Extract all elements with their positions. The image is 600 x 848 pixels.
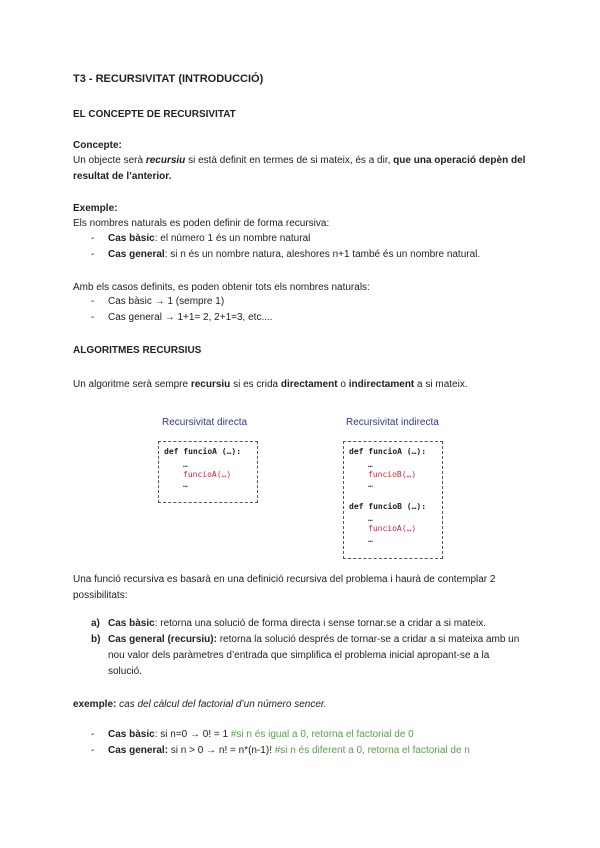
bullet: - — [91, 296, 95, 307]
code-dots: … — [183, 460, 188, 469]
list-item — [108, 249, 480, 260]
text-bold: Cas general (recursiu): — [108, 634, 217, 645]
code-def: def funcioA (…): — [349, 447, 427, 456]
text-italic: cas del càlcul del factorial d’un número sencer. — [116, 699, 327, 710]
text: : si n és un nombre natura, aleshores n+1 també és un nombre natural. — [164, 249, 481, 260]
list-item-continuation: solució. — [108, 666, 142, 677]
indirect-code-box — [343, 441, 443, 559]
list-item — [108, 233, 310, 244]
list-item: Cas general → 1+1= 2, 2+1=3, etc.... — [108, 312, 273, 323]
text: : el número 1 és un nombre natural — [154, 233, 311, 244]
code-comment: #si n és igual a 0, retorna el factorial de 0 — [230, 729, 414, 740]
text: : retorna una solució de forma directa i sense tornar.se a cridar a si mateix. — [154, 618, 486, 629]
bullet: - — [91, 249, 95, 260]
text-bold: Cas bàsic — [108, 618, 155, 629]
list-marker: b) — [91, 634, 101, 645]
bullet: - — [91, 312, 95, 323]
text: si es crida — [230, 379, 281, 390]
list-item — [108, 618, 486, 629]
code-call: funcioA(…) — [183, 470, 232, 479]
list-item: Cas bàsic → 1 (sempre 1) — [108, 296, 225, 307]
bullet: - — [91, 233, 95, 244]
section-heading-concept: EL CONCEPTE DE RECURSIVITAT — [73, 109, 236, 120]
text-bold: Cas general — [108, 249, 165, 260]
text-emphasis: recursiu — [145, 155, 186, 166]
text: Un objecte serà — [73, 155, 146, 166]
text: o — [337, 379, 349, 390]
function-line-2: possibilitats: — [73, 590, 128, 601]
text-bold: indirectament — [348, 379, 415, 390]
text: retorna la solució després de tornar-se a cridar a si mateixa amb un — [216, 634, 520, 645]
code-dots: … — [368, 535, 373, 544]
code-def: def funcioA (…): — [164, 447, 242, 456]
text: Un algoritme serà sempre — [73, 379, 191, 390]
text-bold: Cas general: — [108, 745, 169, 756]
list-item — [108, 729, 414, 740]
list-marker: a) — [91, 618, 100, 629]
code-dots: … — [368, 460, 373, 469]
text-bold: Cas bàsic — [108, 729, 155, 740]
code-dots: … — [368, 480, 373, 489]
code-dots: … — [183, 480, 188, 489]
algorithms-intro — [73, 377, 468, 393]
bullet: - — [91, 745, 95, 756]
list-item-continuation: nou valor dels paràmetres d’entrada que simplifica el problema inicial apropant-se a la — [108, 650, 490, 661]
list-item — [108, 745, 470, 756]
code-call: funcioA(…) — [368, 524, 417, 533]
code-def: def funcioB (…): — [349, 502, 427, 511]
text: si n > 0 → n! = n*(n-1)! — [168, 745, 272, 756]
direct-code-box — [158, 441, 258, 503]
code-comment: #si n és diferent a 0, retorna el factorial de n — [271, 745, 470, 756]
text-bold: recursiu — [190, 379, 231, 390]
function-line-1: Una funció recursiva es basarà en una definició recursiva del problema i haurà de contemplar 2 — [73, 574, 496, 585]
bullet: - — [91, 729, 95, 740]
list-item — [108, 634, 519, 645]
example-intro: Els nombres naturals es poden definir de forma recursiva: — [73, 218, 330, 229]
direct-recursion-title: Recursivitat directa — [162, 417, 248, 428]
text-bold: exemple: — [73, 699, 117, 710]
text-bold: Cas bàsic — [108, 233, 155, 244]
code-dots: … — [368, 514, 373, 523]
example-label: Exemple: — [73, 203, 118, 214]
cases-intro: Amb els casos definits, es poden obtenir tots els nombres naturals: — [73, 282, 370, 293]
factorial-example — [73, 697, 327, 713]
code-call: funcioB(…) — [368, 470, 417, 479]
text: : si n=0 → 0! = 1 — [154, 729, 231, 740]
text-bold: directament — [280, 379, 338, 390]
concept-line-2: resultat de l’anterior. — [73, 171, 172, 182]
text: si està definit en termes de si mateix, és a dir, — [185, 155, 394, 166]
concept-label: Concepte: — [73, 140, 122, 151]
text: a si mateix. — [414, 379, 468, 390]
section-heading-algorithms: ALGORITMES RECURSIUS — [73, 345, 202, 356]
concept-line-1 — [73, 153, 525, 169]
page-title: T3 - RECURSIVITAT (INTRODUCCIÓ) — [73, 73, 264, 85]
indirect-recursion-title: Recursivitat indirecta — [346, 417, 439, 428]
text-bold: que una operació depèn del — [393, 155, 526, 166]
